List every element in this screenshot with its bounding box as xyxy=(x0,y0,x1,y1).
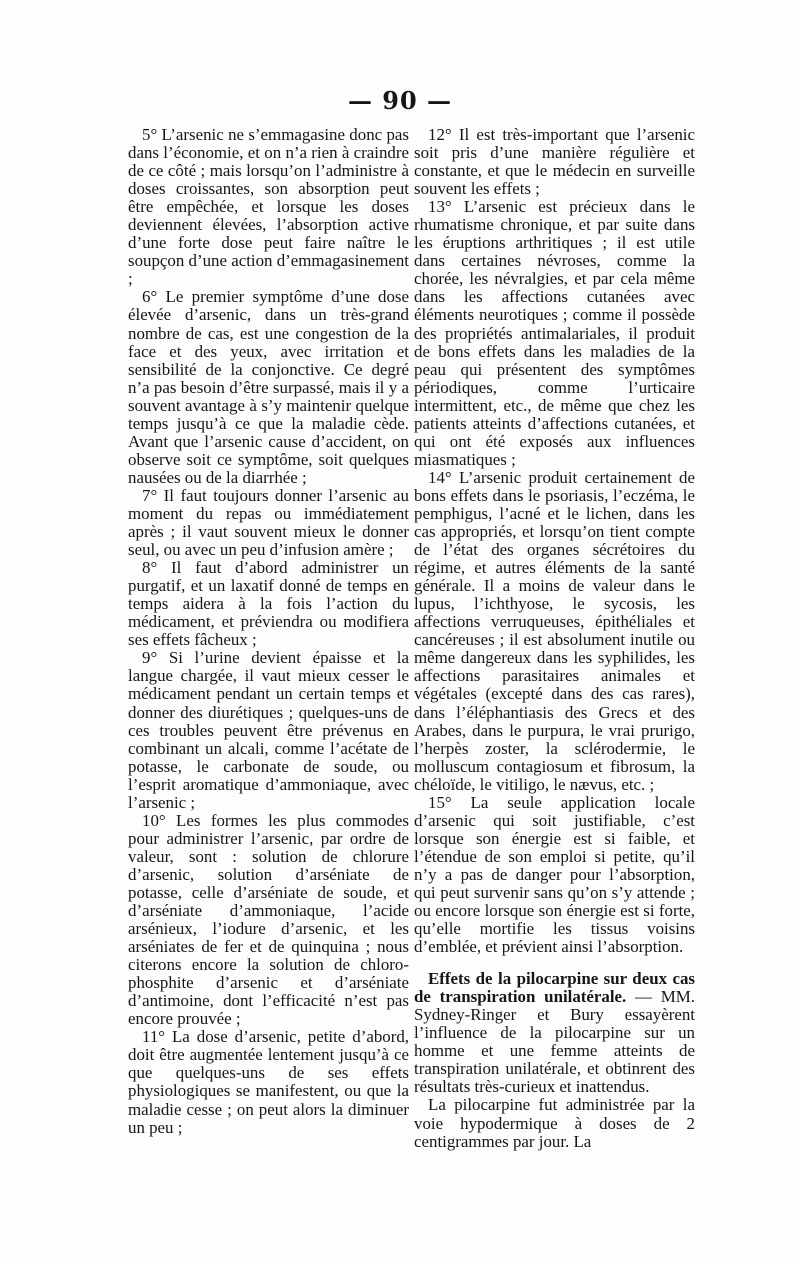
page-number: — 90 — xyxy=(347,86,453,115)
item-10: 10° Les formes les plus commodes pour administrer l’arsenic, par ordre de valeur, sont : solution de chlorure d’arsenic, solution d’arséniate de potasse, celle d’arséniate de soude, et d’arséniate d’ammoniaque, l’acide arsénieux, l’iodure d’arsenic, et les arséniates de fer et de quinquina ; nous citerons encore la solution de chloro-phosphite d’arsenic et d’arséniate d’antimoine, dont l’efficacité n’est pas encore prouvée ; xyxy=(128,810,409,1029)
article-paragraph-2: La pilocarpine fut administrée par la voie hypodermique à doses de 2 centigrammes par jour. La xyxy=(414,1095,695,1151)
item-9: 9° Si l’urine devient épaisse et la langue chargée, il vaut mieux cesser le médicament pendant un certain temps et donner des diurétiques ; quelques-uns de ces troubles peuvent être prévenus en combinant un alcali, comme l’acétate de potasse, le carbonate de soude, ou l’esprit aromatique d’ammoniaque, avec l’arsenic ; xyxy=(128,648,409,812)
article-intro-text: — MM. Sydney-Ringer et Bury essayèrent l’influence de la pilocarpine sur un homme et une femme atteints de transpiration unilatérale, et obtinrent des résultats très-curieux et inattendus. xyxy=(414,987,695,1097)
article-intro xyxy=(414,970,695,1096)
article-block xyxy=(414,970,695,1150)
item-14: 14° L’arsenic produit certainement de bons effets dans le psoriasis, l’eczéma, le pemphigus, l’acné et le lichen, dans les cas appropriés, et lorsqu’on tient compte de l’état des organes sécrétoires du régime, et autres éléments de la santé générale. Il a moins de valeur dans le lupus, l’ichthyose, le sycosis, les affections verruqueuses, épithéliales et cancéreuses ; il est absolument inutile ou même dangereux dans les syphilides, les affections parasitaires animales et végétales (excepté dans des cas rares), dans l’éléphantiasis des Grecs et des Arabes, dans le purpura, le vrai prurigo, l’herpès zoster, la sclérodermie, le molluscum contagiosum et fibrosum, la chéloïde, le vitiligo, le nævus, etc. ; xyxy=(414,467,695,794)
right-column xyxy=(414,126,695,1151)
item-5: 5° L’arsenic ne s’emmagasine donc pas dans l’économie, et on n’a rien à craindre de ce côté ; mais lorsqu’on l’administre à doses croissantes, son absorption peut être empêchée, et lorsque les doses deviennent élevées, l’absorption active d’une forte dose peut faire naître le soupçon d’une action d’emmagasinement ; xyxy=(128,125,409,289)
item-7: 7° Il faut toujours donner l’arsenic au moment du repas ou immédiatement après ; il vaut souvent mieux le donner seul, ou avec un peu d’infusion amère ; xyxy=(128,485,409,560)
article-heading: Effets de la pilocarpine sur deux cas de transpiration unilatérale. xyxy=(414,969,695,1007)
left-column xyxy=(128,126,409,1137)
item-6: 6° Le premier symptôme d’une dose élevée d’arsenic, dans un très-grand nombre de cas, est une congestion de la face et des yeux, avec irritation et sensibilité de la conjonctive. Ce degré n’a pas besoin d’être surpassé, mais il y a souvent avantage à s’y maintenir quelque temps jusqu’à ce que la maladie cède. Avant que l’arsenic cause d’accident, on observe soit ce symptôme, soit quelques nausées ou de la diarrhée ; xyxy=(128,287,409,487)
item-11: 11° La dose d’arsenic, petite d’abord, doit être augmentée lentement jusqu’à ce que quelques-uns de ses effets physiologiques se manifestent, ou que la maladie cesse ; on peut alors la diminuer un peu ; xyxy=(128,1027,409,1137)
item-8: 8° Il faut d’abord administrer un purgatif, et un laxatif donné de temps en temps aidera à la fois l’action du médicament, et préviendra ou modifiera ses effets fâcheux ; xyxy=(128,558,409,650)
item-15: 15° La seule application locale d’arsenic qui soit justifiable, c’est lorsque son énergie est si faible, et l’étendue de son emploi si petite, qu’il n’y a pas de danger pour l’absorption, qui peut survenir sans qu’on s’y attende ; ou encore lorsque son énergie est si forte, qu’elle mortifie les tissus voisins d’emblée, et prévient ainsi l’absorption. xyxy=(414,792,695,957)
item-12: 12° Il est très-important que l’arsenic soit pris d’une manière régulière et constante, et que le médecin en surveille souvent les effets ; xyxy=(414,125,695,199)
item-13: 13° L’arsenic est précieux dans le rhumatisme chronique, et par suite dans les éruptions arthritiques ; il est utile dans certaines névroses, comme la chorée, les névralgies, et par cela même dans les affections cutanées avec éléments neurotiques ; comme il possède des propriétés antimalariales, il produit de bons effets dans les maladies de la peau qui présentent des symptômes périodiques, comme l’urticaire intermittent, etc., de même que chez les patients atteints d’affections cutanées, et qui ont été exposés aux influences miasmatiques ; xyxy=(414,197,695,469)
